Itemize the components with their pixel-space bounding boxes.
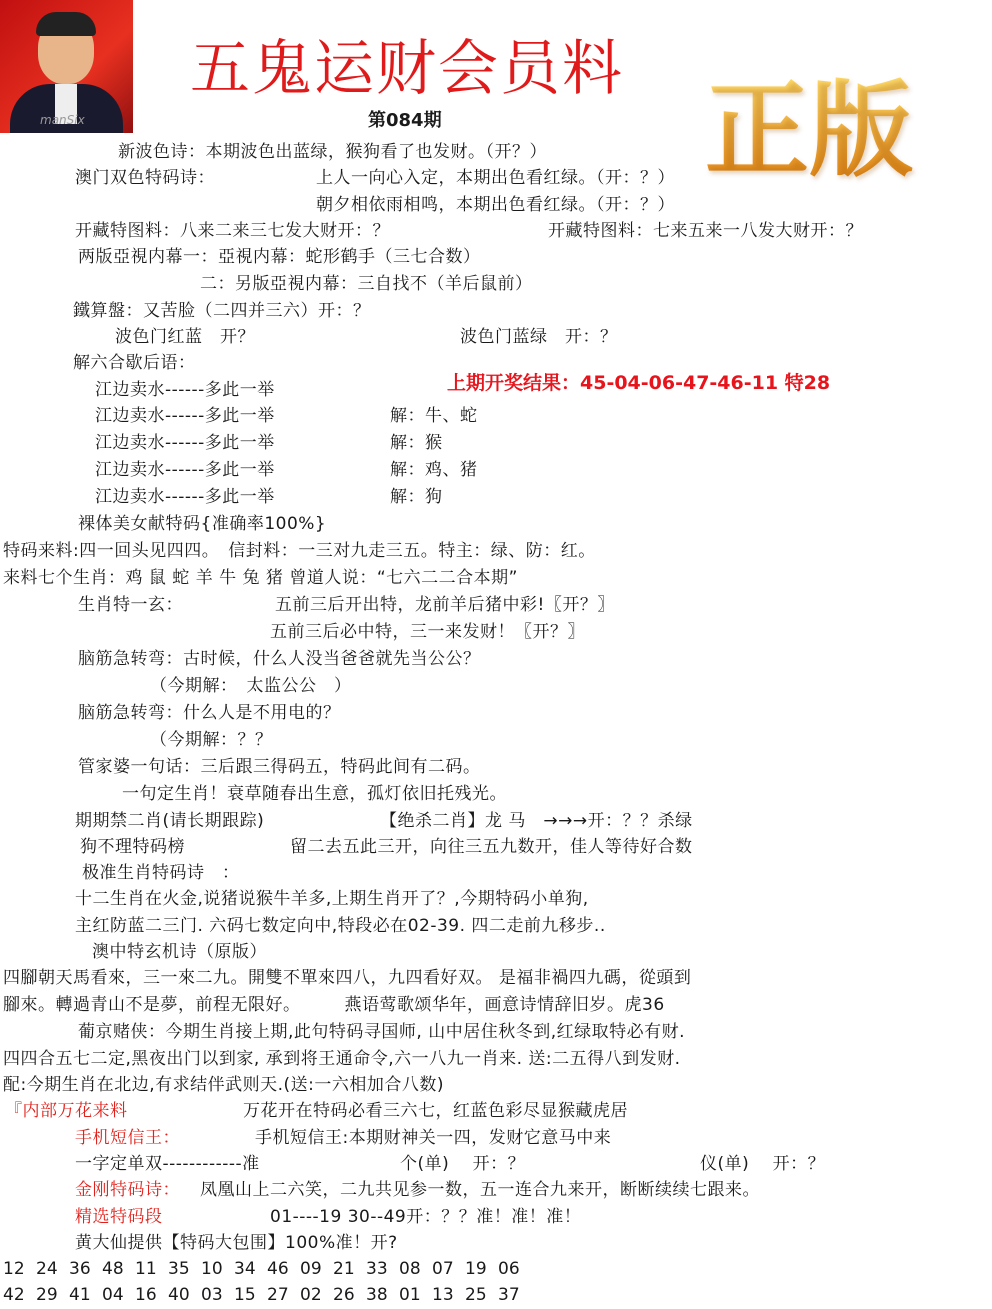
- jingxuan-text: 01----19 30--49开：？？准！准！准！: [270, 1207, 582, 1227]
- riddle-1: 脑筋急转弯：古时候，什么人没当爸爸就先当公公？: [78, 649, 481, 669]
- xiehou-answer: 解：狗: [390, 487, 443, 507]
- number-item: 04: [102, 1285, 124, 1305]
- numbers-row-2: [3, 1285, 531, 1305]
- sijiao-2: 腳來。轉過青山不是夢，前程无限好。 燕语莺歌颂华年，画意诗情辞旧岁。虎36: [3, 995, 665, 1015]
- xiehou-title: 解六合歇后语：: [73, 353, 196, 373]
- neibu-text: 万花开在特码必看三六七，红蓝色彩尽显猴藏虎居: [243, 1101, 628, 1121]
- genuine-badge: 正版: [705, 68, 914, 191]
- shier: 十二生肖在火金,说猪说猴牛羊多,上期生肖开了？,今期特码小单狗,: [75, 889, 589, 909]
- page-title: 五鬼运财会员料: [190, 34, 624, 104]
- jingang-text: 凤凰山上二六笑，二九共见参一数，五一连合九来开，断断续续七跟来。: [200, 1180, 760, 1200]
- number-item: 11: [135, 1259, 157, 1279]
- shouji-label: 手机短信王：: [75, 1128, 180, 1148]
- seven-zodiacs: 来料七个生肖：鸡 鼠 蛇 羊 牛 兔 猪 曾道人说：“七六二二合本期”: [3, 568, 518, 588]
- xiehou-question: 江边卖水------多此一举: [95, 433, 275, 453]
- jingxuan-label: 精选特码段: [75, 1207, 163, 1227]
- xiehou-question: 江边卖水------多此一举: [95, 460, 275, 480]
- number-item: 07: [432, 1259, 454, 1279]
- shengxiao-label: 生肖特一玄：: [78, 595, 183, 615]
- number-item: 34: [234, 1259, 256, 1279]
- number-item: 42: [3, 1285, 25, 1305]
- xiehou-question: 江边卖水------多此一举: [95, 380, 275, 400]
- numbers-row-1: [3, 1259, 531, 1279]
- xiehou-answer: 解：猴: [390, 433, 443, 453]
- number-item: 01: [399, 1285, 421, 1305]
- number-item: 41: [69, 1285, 91, 1305]
- portrait-photo: [0, 0, 133, 133]
- shengxiao-2: 五前三后必中特，三一来发财！〖开？〗: [270, 622, 585, 642]
- number-item: 12: [3, 1259, 25, 1279]
- number-item: 29: [36, 1285, 58, 1305]
- yijuding: 一句定生肖！衰草随春出生意，孤灯依旧托残光。: [122, 784, 507, 804]
- issue-number: 第084期: [368, 110, 442, 131]
- number-item: 33: [366, 1259, 388, 1279]
- tiesuanpan: 鐵算盤：又苦脸（二四并三六）开：？: [73, 301, 371, 321]
- sijiao-1: 四腳朝天馬看來，三一來二九。開雙不單來四八，九四看好双。 是福非禍四九碼，從頭到: [3, 968, 692, 988]
- portrait-hair: [36, 12, 96, 36]
- number-item: 02: [300, 1285, 322, 1305]
- yizi-yi: 仪(单) 开：？: [700, 1154, 826, 1174]
- pujing: 葡京赌侠：今期生肖接上期,此句特码寻国师, 山中居住秋冬到,红绿取特必有财.: [78, 1022, 686, 1042]
- kaicang-2: 开藏特图料：七来五来一八发大财开：？: [548, 221, 863, 241]
- pei: 配:今期生肖在北边,有求结伴武则天.(送:一六相加合八数): [3, 1075, 445, 1095]
- bose-1: 波色门红蓝 开？: [115, 327, 255, 347]
- number-item: 27: [267, 1285, 289, 1305]
- number-item: 06: [498, 1259, 520, 1279]
- number-item: 37: [498, 1285, 520, 1305]
- xiehou-answer: 解：鸡、猪: [390, 460, 478, 480]
- guanjiapo: 管家婆一句话：三后跟三得码五，特码此间有二码。: [78, 757, 481, 777]
- riddle-2: 脑筋急转弯：什么人是不用电的？: [78, 703, 341, 723]
- shengxiao-1: 五前三后开出特，龙前羊后猪中彩!〖开？〗: [275, 595, 615, 615]
- number-item: 08: [399, 1259, 421, 1279]
- sisi: 四四合五七二定,黑夜出门以到家, 承到将王通命令,六一八九一肖来. 送:二五得八到发财.: [3, 1049, 681, 1069]
- xiehou-question: 江边卖水------多此一举: [95, 406, 275, 426]
- liangban-1: 两版亞視内幕一：亞視内幕：蛇形鹤手（三七合数）: [78, 247, 481, 267]
- qiqijin: 期期禁二肖(请长期跟踪): [75, 811, 265, 831]
- number-item: 35: [168, 1259, 190, 1279]
- liangban-2: 二：另版亞視内幕：三自找不（羊后鼠前）: [200, 274, 533, 294]
- jingang-label: 金刚特码诗：: [75, 1180, 180, 1200]
- number-item: 26: [333, 1285, 355, 1305]
- number-item: 19: [465, 1259, 487, 1279]
- yizi-ge: 个(单) 开：？: [400, 1154, 526, 1174]
- riddle-2-answer: （今期解：？？: [150, 730, 273, 750]
- kaicang-1: 开藏特图料：八来二来三七发大财开：？: [75, 221, 390, 241]
- number-item: 40: [168, 1285, 190, 1305]
- number-item: 25: [465, 1285, 487, 1305]
- luoti-line: 裸体美女献特码{准确率100%}: [78, 514, 327, 534]
- goubuli-label: 狗不理特码榜: [80, 837, 185, 857]
- aomen-label: 澳门双色特码诗：: [75, 168, 215, 188]
- number-item: 09: [300, 1259, 322, 1279]
- riddle-1-answer: （今期解： 太监公公 ）: [150, 676, 352, 696]
- number-item: 36: [69, 1259, 91, 1279]
- bose-2: 波色门蓝绿 开：？: [460, 327, 618, 347]
- aomen-poem-2: 朝夕相依雨相鸣，本期出色看红绿。（开：？）: [316, 195, 675, 215]
- aozhong: 澳中特玄机诗（原版）: [92, 942, 267, 962]
- jizhun: 极准生肖特码诗 ：: [82, 863, 240, 883]
- xinbo-poem: 新波色诗：本期波色出蓝绿，猴狗看了也发财。（开？）: [118, 142, 547, 162]
- number-item: 46: [267, 1259, 289, 1279]
- goubuli-text: 留二去五此三开，向往三五九数开，佳人等待好合数: [290, 837, 693, 857]
- number-item: 21: [333, 1259, 355, 1279]
- juesha: 【绝杀二肖】龙 马 →→→开：？？杀绿: [380, 811, 693, 831]
- last-draw-result: 上期开奖结果：45-04-06-47-46-11 特28: [447, 372, 831, 394]
- yizi-label: 一字定单双------------准: [75, 1154, 260, 1174]
- aomen-poem-1: 上人一向心入定，本期出色看红绿。（开：？）: [316, 168, 675, 188]
- number-item: 10: [201, 1259, 223, 1279]
- number-item: 48: [102, 1259, 124, 1279]
- photo-signature: manSix: [40, 113, 85, 127]
- shouji-text: 手机短信王:本期财神关一四，发财它意马中来: [255, 1128, 612, 1148]
- number-item: 16: [135, 1285, 157, 1305]
- number-item: 15: [234, 1285, 256, 1305]
- xiehou-answer: 解：牛、蛇: [390, 406, 478, 426]
- tema-lailiao: 特码来料:四一回头见四四。 信封料：一三对九走三五。特主：绿、防：红。: [3, 541, 596, 561]
- number-item: 24: [36, 1259, 58, 1279]
- neibu-label: 『内部万花来料: [5, 1101, 128, 1121]
- xiehou-question: 江边卖水------多此一举: [95, 487, 275, 507]
- number-item: 38: [366, 1285, 388, 1305]
- huangdaxian: 黄大仙提供【特码大包围】100%准！开?: [75, 1233, 398, 1253]
- zhuhong: 主红防蓝二三门. 六码七数定向中,特段必在02-39. 四二走前九移步..: [75, 916, 606, 936]
- number-item: 03: [201, 1285, 223, 1305]
- number-item: 13: [432, 1285, 454, 1305]
